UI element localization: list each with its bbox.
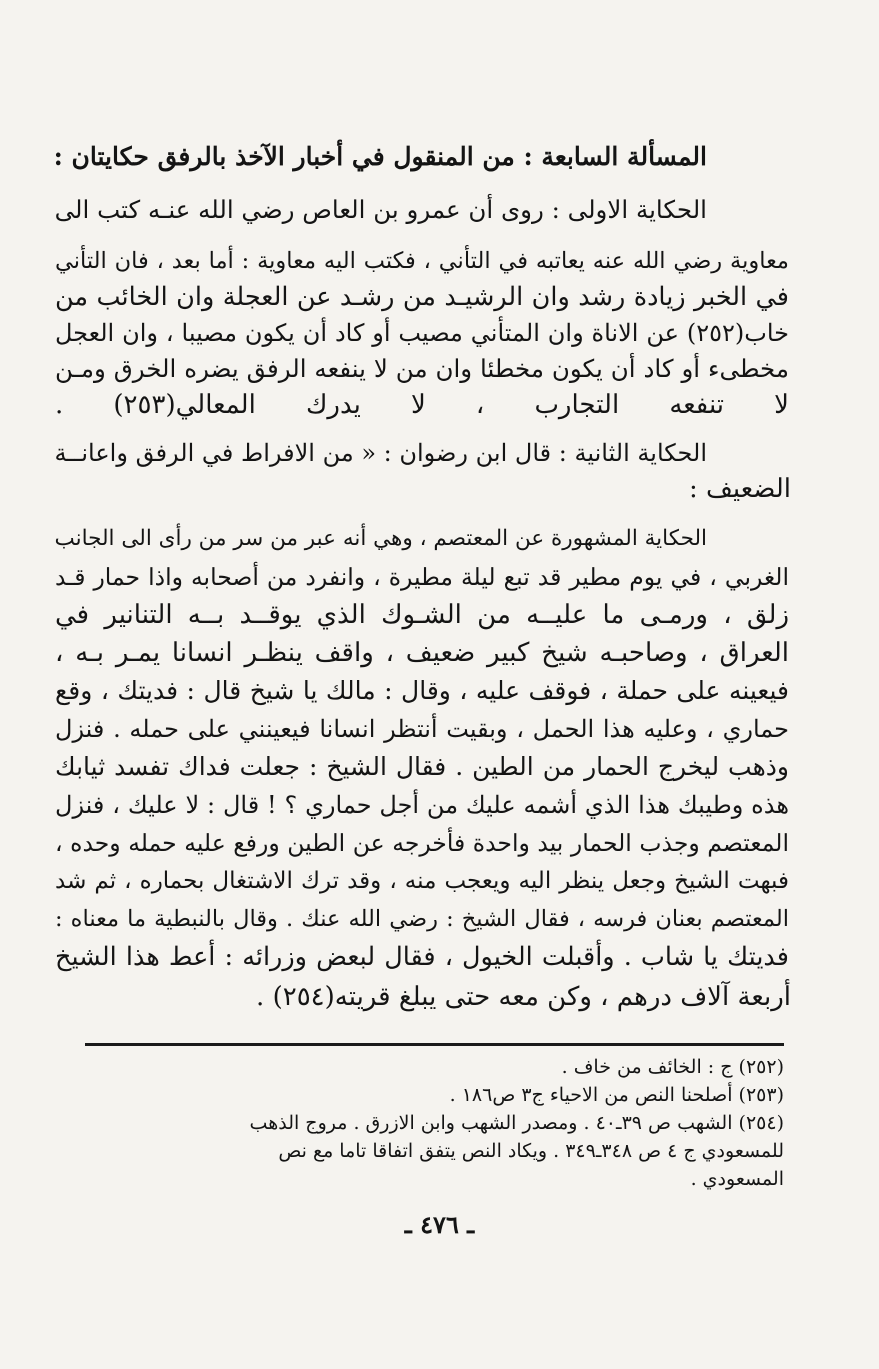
footnote-divider bbox=[85, 1043, 784, 1046]
story3-line-9: المعتصم وجذب الحمار بيد واحدة فأخرجه عن الطين ورفع عليه حمله وحده ، bbox=[55, 829, 789, 857]
story3-line-2: الغربي ، في يوم مطير قد تبع ليلة مطيرة ، وانفرد من أصحابه واذا حمار قـد bbox=[55, 563, 789, 591]
story1-line-3: في الخبر زيادة رشد وان الرشيـد من رشـد عن العجلة وان الخائب من bbox=[55, 282, 789, 312]
story1-line-4: خاب(٢٥٢) عن الاناة وان المتأني مصيب أو كاد أن يكون مصيبا ، وان العجل bbox=[55, 319, 789, 347]
story3-line-3: زلق ، ورمـى ما عليــه من الشـوك الذي يوقــد بــه التنانير في bbox=[55, 600, 789, 630]
story3-line-12: فديتك يا شاب . وأقبلت الخيول ، فقال لبعض وزرائه : أعط هذا الشيخ bbox=[55, 942, 789, 972]
story3-line-13: أربعة آلاف درهم ، وكن معه حتى يبلغ قريته(٢٥٤) . bbox=[256, 982, 791, 1012]
story3-line-7: وذهب ليخرج الحمار من الطين . فقال الشيخ : جعلت فداك تفسد ثيابك bbox=[55, 752, 789, 781]
footnote-254-cont-2: المسعودي . bbox=[690, 1168, 784, 1190]
footnote-254-cont-1: للمسعودي ج ٤ ص ٣٤٨ـ٣٤٩ . ويكاد النص يتفق اتفاقا تاما مع نص bbox=[278, 1140, 784, 1162]
story2-line-1: الحكاية الثانية : قال ابن رضوان : « من الافراط في الرفق واعانــة bbox=[54, 439, 707, 467]
story3-line-6: حماري ، وعليه هذا الحمل ، وبقيت أنتظر انسانا فيعينني على حمله . فنزل bbox=[55, 715, 789, 743]
story3-line-10: فبهت الشيخ وجعل ينظر اليه ويعجب منه ، وقد ترك الاشتغال بحماره ، ثم شد bbox=[55, 868, 789, 894]
footnote-252: (٢٥٢) ج : الخائف من خاف . bbox=[561, 1056, 784, 1078]
story3-line-4: العراق ، وصاحبـه شيخ كبير ضعيف ، واقف ينظـر انسانا يمـر بـه ، bbox=[55, 638, 789, 668]
story2-line-2: الضعيف : bbox=[688, 474, 791, 504]
story1-line-6: لا تنفعه التجارب ، لا يدرك المعالي(٢٥٣) . bbox=[55, 390, 789, 420]
story3-line-5: فيعينه على حملة ، فوقف عليه ، وقال : مالك يا شيخ قال : فديتك ، وقع bbox=[55, 676, 789, 705]
footnote-254: (٢٥٤) الشهب ص ٣٩ـ٤٠ . ومصدر الشهب وابن الازرق . مروج الذهب bbox=[249, 1112, 784, 1134]
story3-line-8: هذه وطيبك هذا الذي أشمه عليك من أجل حماري ؟ ! قال : لا عليك ، فنزل bbox=[55, 791, 789, 819]
story3-line-1: الحكاية المشهورة عن المعتصم ، وهي أنه عبر من سر من رأى الى الجانب bbox=[54, 526, 707, 551]
story1-line-1: الحكاية الاولى : روى أن عمرو بن العاص رضي الله عنـه كتب الى bbox=[54, 195, 707, 224]
story1-line-2: معاوية رضي الله عنه يعاتبه في التأني ، فكتب اليه معاوية : أما بعد ، فان التأني bbox=[55, 248, 789, 274]
section-heading: المسألة السابعة : من المنقول في أخبار الآخذ بالرفق حكايتان : bbox=[53, 142, 707, 171]
story1-line-5: مخطىء أو كاد أن يكون مخطئا وان من لا ينفعه الرفق يضره الخرق ومـن bbox=[55, 354, 789, 383]
page-number: ـ ٤٧٦ ـ bbox=[404, 1210, 475, 1239]
story3-line-11: المعتصم بعنان فرسه ، فقال الشيخ : رضي الله عنك . وقال بالنبطية ما معناه : bbox=[55, 906, 789, 932]
footnote-253: (٢٥٣) أصلحنا النص من الاحياء ج٣ ص١٨٦ . bbox=[449, 1084, 784, 1106]
